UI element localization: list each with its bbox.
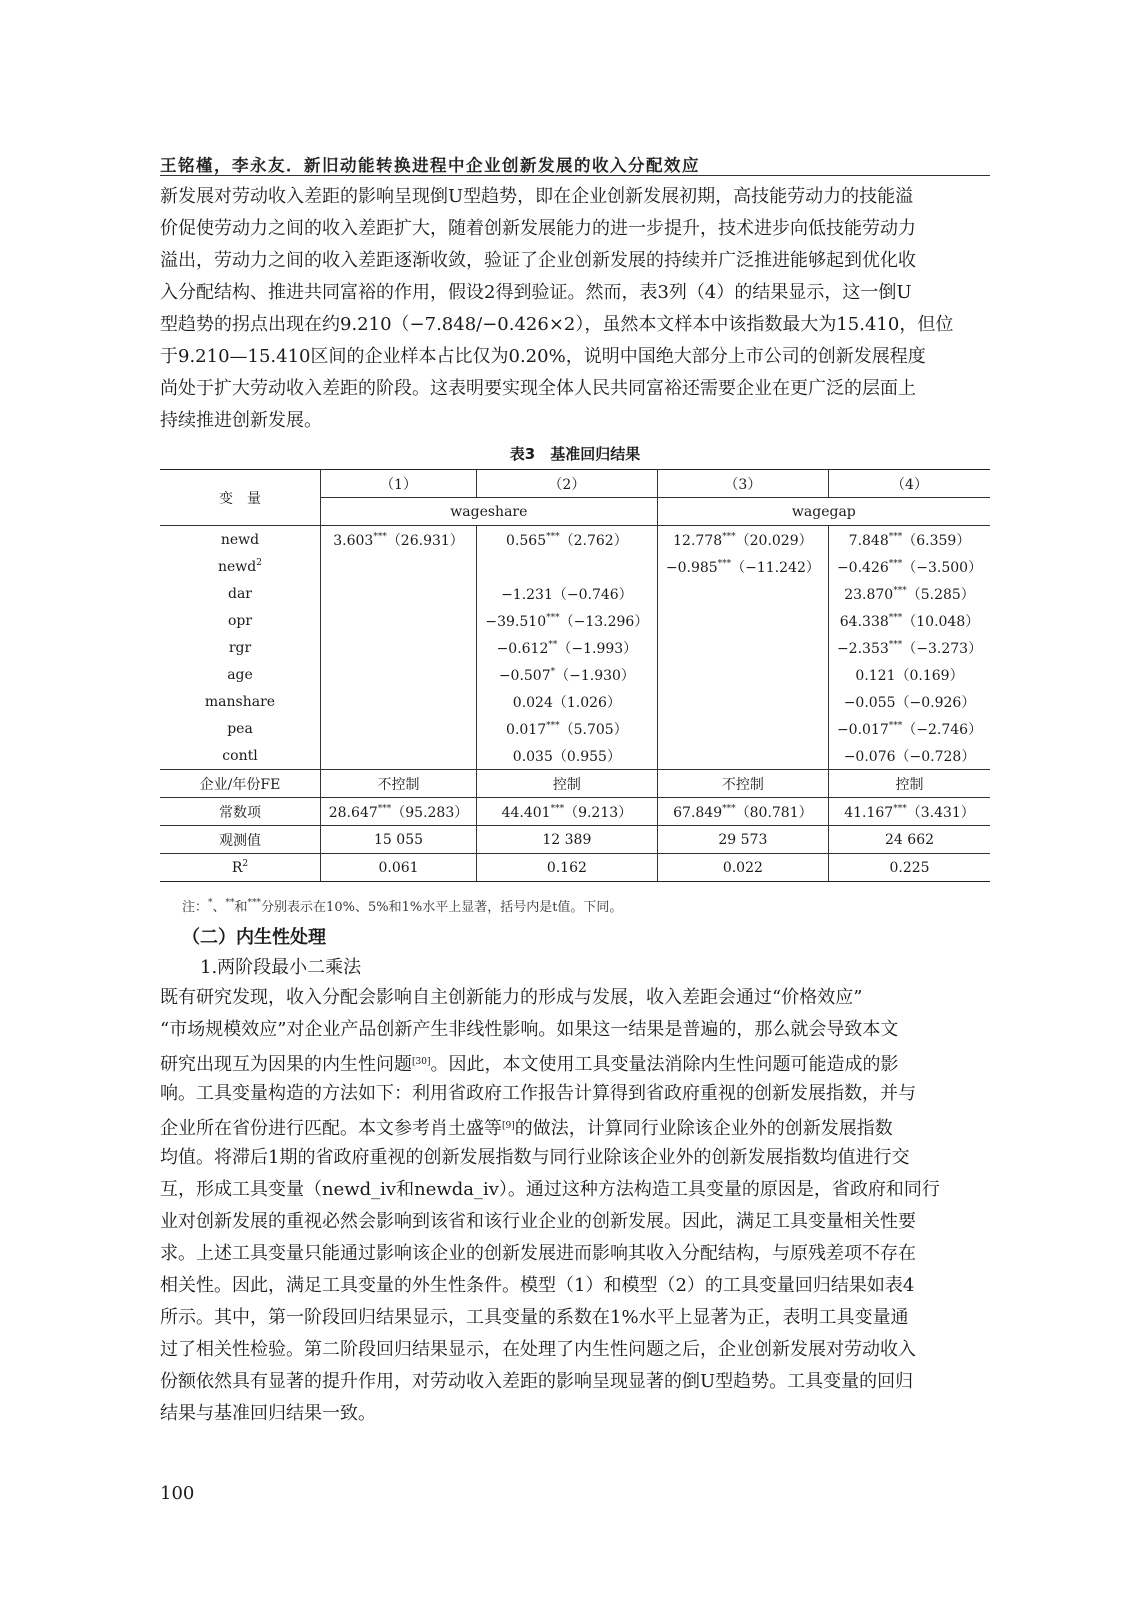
row-label: 观测值 (160, 826, 321, 854)
table-cell: 3.603***（26.931） (321, 526, 477, 554)
text-line: 既有研究发现，收入分配会影响自主创新能力的形成与发展，收入差距会通过“价格效应” (160, 987, 863, 1008)
row-variable: manshare (160, 688, 321, 715)
table-cell (321, 742, 477, 770)
table-row (160, 715, 990, 742)
row-variable: age (160, 661, 321, 688)
row-label: 常数项 (160, 798, 321, 826)
table-cell: −2.353***（−3.273） (836, 639, 983, 657)
running-header: 王铭槿，李永友．新旧动能转换进程中企业创新发展的收入分配效应 (160, 156, 700, 175)
table-cell: 不控制 (321, 770, 477, 798)
table-cell: −0.426***（−3.500） (836, 558, 983, 576)
text-line: 过了相关性检验。第二阶段回归结果显示，在处理了内生性问题之后，企业创新发展对劳动收入 (160, 1339, 916, 1360)
variable-header: 变 量 (160, 470, 321, 526)
table-cell: 0.017***（5.705） (477, 715, 658, 742)
table-cell (321, 607, 477, 634)
note-sig: ** (225, 898, 235, 908)
table-row (160, 826, 990, 854)
row-variable: contl (160, 742, 321, 770)
dep-var: wagegap (657, 498, 990, 526)
table-cell: 15 055 (321, 826, 477, 854)
text-line: 求。上述工具变量只能通过影响该企业的创新发展进而影响其收入分配结构，与原残差项不存在 (160, 1243, 916, 1264)
table-row (160, 854, 990, 882)
table-cell: 7.848***（6.359） (829, 526, 990, 554)
text-line: 相关性。因此，满足工具变量的外生性条件。模型（1）和模型（2）的工具变量回归结果如表4 (160, 1275, 915, 1296)
table-cell (321, 553, 477, 580)
col-num: （2） (477, 470, 658, 498)
table-cell (321, 688, 477, 715)
table-cell (657, 661, 828, 688)
note-text: 分别表示在10%、5%和1%水平上显著，括号内是t值。下同。 (261, 900, 623, 915)
note-sep: 、 (212, 900, 226, 915)
table-row (160, 661, 990, 688)
text-line: 价促使劳动力之间的收入差距扩大，随着创新发展能力的进一步提升，技术进步向低技能劳动力 (160, 218, 916, 239)
text-line: 均值。将滞后1期的省政府重视的创新发展指数与同行业除该企业外的创新发展指数均值进行交 (160, 1147, 910, 1168)
table-row (160, 770, 990, 798)
text-line: 互，形成工具变量（newd_iv和newda_iv）。通过这种方法构造工具变量的原因是，省政府和同行 (160, 1179, 940, 1200)
table-cell: 控制 (829, 770, 990, 798)
table-cell: −1.231（−0.746） (477, 580, 658, 607)
col-num: （4） (829, 470, 990, 498)
table-row (160, 798, 990, 826)
row-variable: rgr (160, 634, 321, 661)
table-cell: 24 662 (829, 826, 990, 854)
text-line: 企业所在省份进行匹配。本文参考肖土盛等[9]的做法，计算同行业除该企业外的创新发展指数 (160, 1118, 893, 1139)
table-cell: 67.849***（80.781） (657, 798, 828, 826)
row-variable: dar (160, 580, 321, 607)
header-rule (160, 175, 990, 176)
subsection-heading: 1.两阶段最小二乘法 (200, 957, 362, 978)
table-cell (657, 715, 828, 742)
row-label: 企业/年份FE (160, 770, 321, 798)
table-cell (321, 715, 477, 742)
table-cell (321, 661, 477, 688)
table-row (160, 688, 990, 715)
table-cell: 0.565***（2.762） (477, 526, 658, 554)
row-variable: newd$^2$ (160, 553, 321, 580)
text-line: 份额依然具有显著的提升作用，对劳动收入差距的影响呈现显著的倒U型趋势。工具变量的回归 (160, 1371, 914, 1392)
table-cell: 0.121（0.169） (855, 667, 964, 684)
table-cell: −0.076（−0.728） (843, 748, 976, 765)
table-cell (657, 688, 828, 715)
dep-var: wageshare (321, 498, 658, 526)
table-cell: 12 389 (477, 826, 658, 854)
row-variable: opr (160, 607, 321, 634)
col-num: （3） (657, 470, 828, 498)
table-cell (321, 580, 477, 607)
table-cell: 0.162 (477, 854, 658, 882)
text-line: “市场规模效应”对企业产品创新产生非线性影响。如果这一结果是普遍的，那么就会导致本文 (160, 1019, 899, 1040)
note-prefix: 注： (182, 900, 209, 915)
col-num: （1） (321, 470, 477, 498)
table-cell (657, 634, 828, 661)
table-cell: 23.870***（5.285） (844, 585, 975, 603)
table-cell: 41.167***（3.431） (829, 798, 990, 826)
table-cell: −0.507*（−1.930） (477, 661, 658, 688)
table-cell: 29 573 (657, 826, 828, 854)
note-sig: * (208, 898, 213, 908)
text-line: 业对创新发展的重视必然会影响到该省和该行业企业的创新发展。因此，满足工具变量相关性要 (160, 1211, 916, 1232)
row-variable: pea (160, 715, 321, 742)
table-cell: −39.510***（−13.296） (477, 607, 658, 634)
note-sig: *** (247, 898, 262, 908)
table-cell: 控制 (477, 770, 658, 798)
text-line: 入分配结构、推进共同富裕的作用，假设2得到验证。然而，表3列（4）的结果显示，这一倒U (160, 282, 912, 303)
text-line: 型趋势的拐点出现在约9.210（−7.848/−0.426×2），虽然本文样本中该指数最大为15.410，但位 (160, 314, 954, 335)
text-line: 溢出，劳动力之间的收入差距逐渐收敛，验证了企业创新发展的持续并广泛推进能够起到优化收 (160, 250, 916, 271)
table-cell: 0.225 (829, 854, 990, 882)
table-row (160, 742, 990, 770)
table-cell (657, 742, 828, 770)
regression-table (160, 469, 990, 882)
table-row (160, 634, 990, 661)
text-line: 持续推进创新发展。 (160, 410, 322, 431)
table-cell (657, 580, 828, 607)
table-cell: 0.035（0.955） (477, 742, 658, 770)
table-cell (321, 634, 477, 661)
note-and: 和 (234, 900, 248, 915)
table-cell: 44.401***（9.213） (477, 798, 658, 826)
table-cell: 28.647***（95.283） (321, 798, 477, 826)
table-cell: −0.985***（−11.242） (657, 553, 828, 580)
table-cell (657, 607, 828, 634)
section-heading: （二）内生性处理 (182, 927, 326, 948)
table-title: 表3 基准回归结果 (509, 445, 641, 463)
row-variable: newd (160, 526, 321, 554)
table-note (182, 896, 622, 915)
table-cell: 0.061 (321, 854, 477, 882)
table-cell: 64.338***（10.048） (839, 612, 980, 630)
table-row (160, 526, 990, 554)
paragraph-2 (160, 982, 990, 1430)
table-cell (477, 553, 658, 580)
table-cell: 不控制 (657, 770, 828, 798)
table-row (160, 607, 990, 634)
table-row (160, 580, 990, 607)
row-label: $R^2$ (160, 854, 321, 882)
text-line: 所示。其中，第一阶段回归结果显示，工具变量的系数在1%水平上显著为正，表明工具变量通 (160, 1307, 909, 1328)
table-cell: −0.612**（−1.993） (477, 634, 658, 661)
text-line: 尚处于扩大劳动收入差距的阶段。这表明要实现全体人民共同富裕还需要企业在更广泛的层面上 (160, 378, 916, 399)
table-row (160, 553, 990, 580)
table-cell: 0.024（1.026） (477, 688, 658, 715)
table-cell: 0.022 (657, 854, 828, 882)
paragraph-1 (160, 181, 990, 437)
table-cell: 12.778***（20.029） (657, 526, 828, 554)
page-number: 100 (160, 1483, 195, 1504)
table-cell: −0.017***（−2.746） (836, 720, 983, 738)
text-line: 响。工具变量构造的方法如下：利用省政府工作报告计算得到省政府重视的创新发展指数，并与 (160, 1083, 916, 1104)
table-cell: −0.055（−0.926） (843, 694, 976, 711)
text-line: 研究出现互为因果的内生性问题[30]。因此，本文使用工具变量法消除内生性问题可能造成的影 (160, 1054, 899, 1075)
text-line: 新发展对劳动收入差距的影响呈现倒U型趋势，即在企业创新发展初期，高技能劳动力的技能溢 (160, 186, 914, 207)
text-line: 结果与基准回归结果一致。 (160, 1403, 376, 1424)
text-line: 于9.210—15.410区间的企业样本占比仅为0.20%，说明中国绝大部分上市公司的创新发展程度 (160, 346, 926, 367)
